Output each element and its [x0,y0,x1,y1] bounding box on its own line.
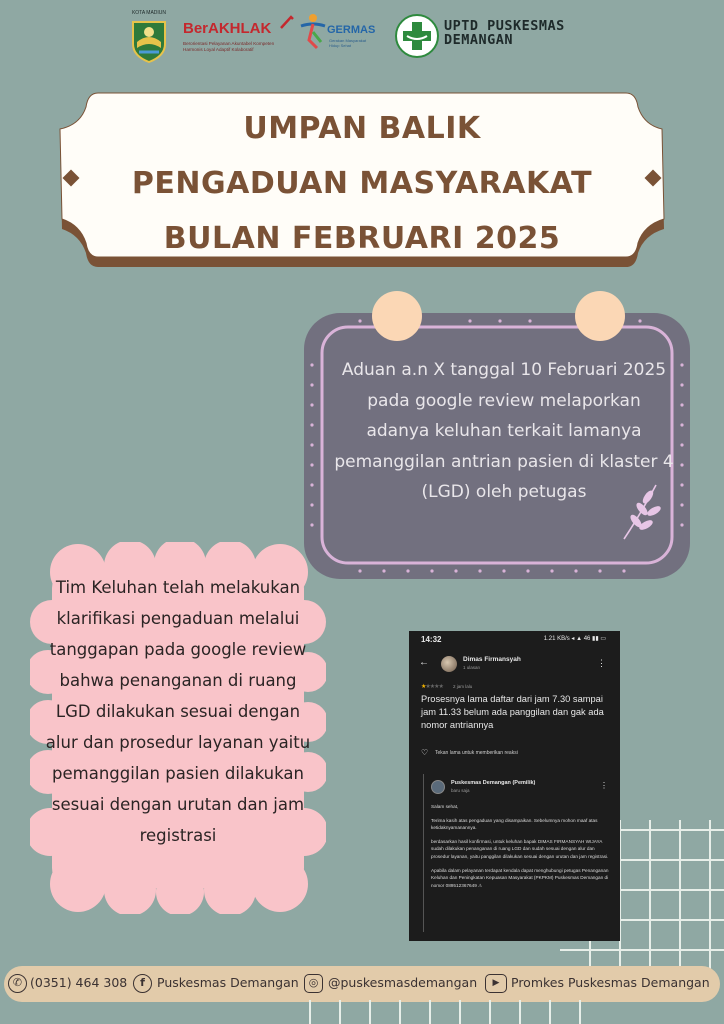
reviewer-name: Dimas Firmansyah [463,656,521,663]
star-off-icon: ★★★★ [425,684,443,690]
owner-avatar [431,780,445,794]
puskesmas-name-line2: DEMANGAN [444,32,514,48]
berakhlak-tagline-1: Berorientasi Pelayanan Akuntabel Kompeten [183,41,275,46]
response-text: Tim Keluhan telah melakukan klarifikasi pengaduan melalui tanggapan pada google review bahwa penanganan di ruang LGD dilakukan sesuai dengan alur dan prosedur layanan yaitu pemanggilan pasien dilakukan sesuai dengan urutan dan jam registrasi [45,578,311,845]
reviewer-avatar [441,656,457,672]
instagram-icon: ◎ [304,974,323,993]
heart-icon[interactable]: ♡ [421,748,429,757]
back-arrow-icon[interactable]: ← [419,657,429,668]
berakhlak-logo [183,14,295,58]
germas-subtitle: Gerakan Masyarakat Hidup Sehat [329,38,367,48]
more-options-icon[interactable]: ⋮ [597,658,606,668]
reply-paragraph-3: Apabila dalam pelayanan terdapat kendala dapat menghubungi petugas Penanganan Keluhan dan Peningkatan Kepuasan Masyarakat (PKPKM) Puskesmas Demangan di nomor 089512367649 ⚠ [431,867,609,888]
page-title [52,101,672,266]
berakhlak-swoosh-icon [279,14,295,30]
review-time: 2 jam lalu [453,684,473,689]
react-hint: Tekan lama untuk memberikan reaksi [435,750,518,756]
owner-name: Puskesmas Demangan (Pemilik) [451,780,536,786]
reply-greeting: Salam sehat, [431,804,459,809]
status-time: 14:32 [421,635,442,644]
berakhlak-tagline-2: Harmonis Loyal Adaptif Kolaboratif [183,47,254,52]
footer-contact-bar [4,966,720,1002]
kota-madiun-logo [127,10,171,66]
reviewer-meta: 1 ulasan [463,665,481,670]
complaint-box [300,305,692,580]
berakhlak-word: BerAKHLAK [183,20,272,37]
title-card [52,89,672,265]
reply-options-icon[interactable]: ⋮ [600,781,608,790]
puskesmas-logo-icon [395,14,439,58]
owner-meta: baru saja [451,788,470,793]
complaint-text: Aduan a.n X tanggal 10 Februari 2025 pada google review melaporkan adanya keluhan terkait lamanya pemanggilan antrian pasien di klaster 4 (LGD) oleh petugas [334,360,674,502]
facebook-icon: f [133,974,152,993]
title-line-1: UMPAN BALIK [243,111,481,146]
reply-divider [423,774,424,932]
star-rating [421,683,443,690]
youtube-icon: ▶ [485,974,507,993]
germas-logo [297,12,383,56]
kota-caption: KOTA MADIUN [131,10,167,16]
germas-word: GERMAS [327,24,376,36]
kota-madiun-emblem-icon [129,18,169,64]
footer-instagram[interactable]: @puskesmasdemangan [328,975,478,990]
reply-paragraph-2: berdasarkan hasil konfirmasi, untuk keluhan bapak DIMAS FIRMANSYAH WIJAYA sudah dilakukan penanganan di ruang LGD dan sudah sesuai dengan alur dan prosedur layanan, yaitu panggilan dilakukan sesuai dengan urutan dan jam registrasi. [431,838,609,859]
reply-paragraph-1: Terima kasih atas pengaduan yang disampaikan. Sebelumnya mohon maaf atas ketidaknyamanannya. [431,817,598,831]
title-line-2: PENGADUAN MASYARAKAT [131,166,593,201]
phone-icon: ✆ [8,974,27,993]
germas-figure-icon [297,12,329,52]
google-review-screenshot [409,631,620,941]
pin-left [372,291,422,341]
pin-right [575,291,625,341]
response-box [30,542,326,914]
owner-reply [431,803,613,895]
footer-phone[interactable]: (0351) 464 308 [30,975,128,990]
title-line-3: BULAN FEBRUARI 2025 [163,221,561,256]
puskesmas-name [444,19,565,47]
footer-facebook[interactable]: Puskesmas Demangan [157,975,299,990]
puskesmas-name-line1: UPTD PUSKESMAS [444,18,565,34]
footer-youtube[interactable]: Promkes Puskesmas Demangan [511,975,710,990]
status-icons: 1.21 KB/s ◂ ▲ 46 ▮▮ ▭ [543,636,606,642]
fence-decoration [300,1000,600,1024]
star-on-icon: ★ [421,684,426,690]
review-text: Prosesnya lama daftar dari jam 7.30 sampai jam 11.33 belum ada panggilan dan gak ada nomor antriannya [421,694,604,730]
